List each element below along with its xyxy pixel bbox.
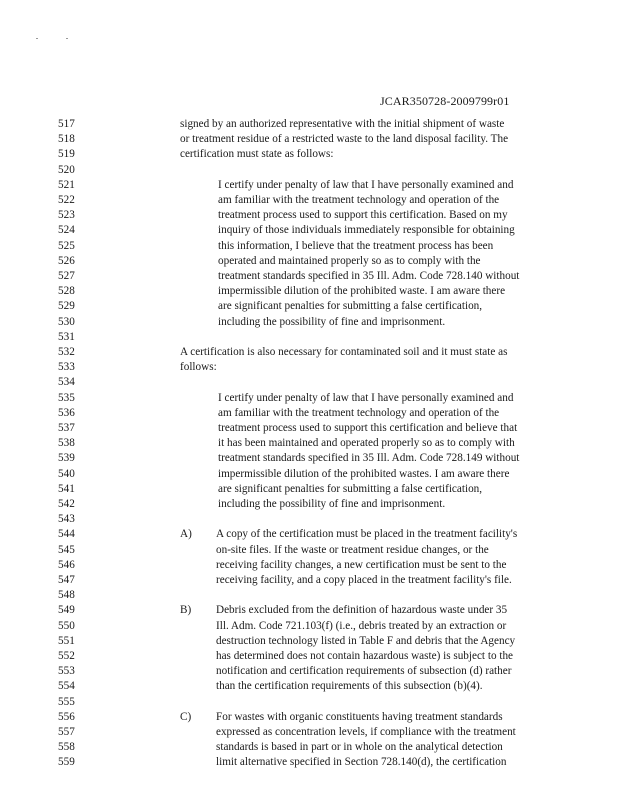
line-number: 543 — [58, 513, 75, 526]
line-text: operated and maintained properly so as to comply with the — [218, 254, 481, 267]
line-text: treatment process used to support this certification. Based on my — [218, 209, 508, 222]
document-line — [0, 269, 628, 284]
document-line — [0, 512, 628, 527]
document-line — [0, 284, 628, 299]
document-line — [0, 360, 628, 375]
line-number: 534 — [58, 376, 75, 389]
document-line — [0, 527, 628, 542]
line-number: 548 — [58, 589, 75, 602]
document-line — [0, 664, 628, 679]
line-text: treatment standards specified in 35 Ill. Adm. Code 728.149 without — [218, 452, 520, 465]
document-line — [0, 467, 628, 482]
line-number: 525 — [58, 239, 75, 252]
scan-speck — [66, 38, 68, 39]
line-number: 522 — [58, 194, 75, 206]
line-number: 546 — [58, 558, 75, 571]
document-line — [0, 679, 628, 694]
line-number: 545 — [58, 543, 75, 556]
document-line — [0, 223, 628, 238]
document-line — [0, 132, 628, 147]
line-text: are significant penalties for submitting a false certification, — [218, 300, 483, 313]
line-text: or treatment residue of a restricted waste to the land disposal facility. The — [180, 133, 509, 146]
line-number: 550 — [58, 619, 75, 632]
line-text: than the certification requirements of this subsection (b)(4). — [216, 680, 483, 693]
document-line — [0, 558, 628, 573]
line-number: 538 — [58, 437, 75, 450]
line-text: certification must state as follows: — [180, 148, 334, 161]
line-text: signed by an authorized representative with the initial shipment of waste — [180, 118, 505, 130]
line-number: 544 — [58, 528, 75, 541]
line-number: 517 — [58, 118, 75, 130]
document-id-header: JCAR350728-2009799r01 — [380, 94, 510, 108]
document-line — [0, 619, 628, 634]
line-text: limit alternative specified in Section 728.140(d), the certification — [216, 756, 507, 769]
line-number: 535 — [58, 391, 75, 404]
line-text: on-site files. If the waste or treatment residue changes, or the — [216, 543, 489, 556]
document-line — [0, 330, 628, 345]
line-text: Ill. Adm. Code 721.103(f) (i.e., debris treated by an extraction or — [216, 619, 507, 632]
line-text: standards is based in part or in whole on the analytical detection — [216, 741, 503, 754]
line-number: 542 — [58, 498, 75, 510]
line-text: are significant penalties for submitting a false certification, — [218, 482, 483, 495]
line-text: Debris excluded from the definition of hazardous waste under 35 — [216, 604, 508, 617]
line-number: 557 — [58, 726, 75, 738]
line-text: am familiar with the treatment technology and operation of the — [218, 194, 500, 206]
line-number: 531 — [58, 330, 75, 343]
document-line — [0, 345, 628, 360]
document-line — [0, 543, 628, 558]
document-line — [0, 375, 628, 390]
document-line — [0, 299, 628, 314]
document-line — [0, 603, 628, 618]
document-line — [0, 315, 628, 330]
line-text: including the possibility of fine and imprisonment. — [218, 315, 446, 328]
document-line — [0, 163, 628, 178]
line-text: A copy of the certification must be placed in the treatment facility's — [216, 528, 518, 541]
line-text: impermissible dilution of the prohibited waste. I am aware there — [218, 285, 506, 298]
document-line — [0, 421, 628, 436]
line-text: receiving facility, and a copy placed in the treatment facility's file. — [216, 574, 512, 586]
line-number: 533 — [58, 361, 75, 374]
line-number: 530 — [58, 315, 75, 328]
document-line — [0, 239, 628, 254]
line-number: 532 — [58, 346, 75, 358]
document-line — [0, 497, 628, 512]
document-line — [0, 573, 628, 588]
line-number: 558 — [58, 741, 75, 754]
line-number: 541 — [58, 482, 75, 495]
line-number: 540 — [58, 467, 75, 480]
line-number: 555 — [58, 695, 75, 708]
line-text: destruction technology listed in Table F and debris that the Agency — [216, 634, 516, 647]
line-text: I certify under penalty of law that I have personally examined and — [218, 178, 514, 191]
line-text: A certification is also necessary for contaminated soil and it must state as — [180, 346, 508, 358]
document-line — [0, 755, 628, 770]
line-text: follows: — [180, 361, 217, 374]
line-number: 523 — [58, 209, 75, 222]
subsection-label: A) — [180, 528, 192, 541]
line-number: 559 — [58, 756, 75, 769]
line-text: receiving facility changes, a new certification must be sent to the — [216, 558, 507, 571]
document-line — [0, 193, 628, 208]
line-number: 547 — [58, 574, 75, 586]
line-text: treatment standards specified in 35 Ill. Adm. Code 728.140 without — [218, 270, 520, 282]
line-text: it has been maintained and operated properly so as to comply with — [218, 437, 515, 450]
document-line — [0, 482, 628, 497]
subsection-label: B) — [180, 604, 192, 617]
line-number: 552 — [58, 650, 75, 662]
document-line — [0, 634, 628, 649]
document-line — [0, 208, 628, 223]
subsection-label: C) — [180, 710, 192, 723]
line-number: 553 — [58, 665, 75, 678]
line-number: 529 — [58, 300, 75, 313]
line-number: 539 — [58, 452, 75, 465]
document-line — [0, 254, 628, 269]
line-text: For wastes with organic constituents having treatment standards — [216, 710, 503, 723]
scan-speck — [36, 38, 38, 39]
document-line — [0, 725, 628, 740]
line-text: expressed as concentration levels, if compliance with the treatment — [216, 726, 516, 738]
line-number: 551 — [58, 634, 75, 647]
line-number: 537 — [58, 422, 75, 434]
line-number: 518 — [58, 133, 75, 146]
line-number: 527 — [58, 270, 75, 282]
line-text: am familiar with the treatment technology and operation of the — [218, 406, 500, 419]
line-text: impermissible dilution of the prohibited wastes. I am aware there — [218, 467, 510, 480]
document-line — [0, 740, 628, 755]
document-line — [0, 436, 628, 451]
line-number: 556 — [58, 710, 75, 723]
line-text: has determined does not contain hazardous waste) is subject to the — [216, 650, 514, 662]
line-number: 519 — [58, 148, 75, 161]
document-line — [0, 695, 628, 710]
document-line — [0, 178, 628, 193]
line-number: 536 — [58, 406, 75, 419]
line-text: this information, I believe that the treatment process has been — [218, 239, 494, 252]
document-line — [0, 117, 628, 132]
line-number: 524 — [58, 224, 75, 237]
line-number: 520 — [58, 163, 75, 176]
line-number: 521 — [58, 178, 75, 191]
line-text: treatment process used to support this certification and believe that — [218, 422, 518, 434]
line-number: 526 — [58, 254, 75, 267]
line-text: including the possibility of fine and imprisonment. — [218, 498, 446, 510]
document-line — [0, 649, 628, 664]
document-line — [0, 391, 628, 406]
document-line — [0, 147, 628, 162]
line-number: 528 — [58, 285, 75, 298]
document-line — [0, 588, 628, 603]
line-text: I certify under penalty of law that I have personally examined and — [218, 391, 514, 404]
document-line — [0, 710, 628, 725]
document-line — [0, 451, 628, 466]
line-number: 554 — [58, 680, 75, 693]
line-number: 549 — [58, 604, 75, 617]
line-text: inquiry of those individuals immediately responsible for obtaining — [218, 224, 515, 237]
line-text: notification and certification requirements of subsection (d) rather — [216, 665, 512, 678]
document-line — [0, 406, 628, 421]
